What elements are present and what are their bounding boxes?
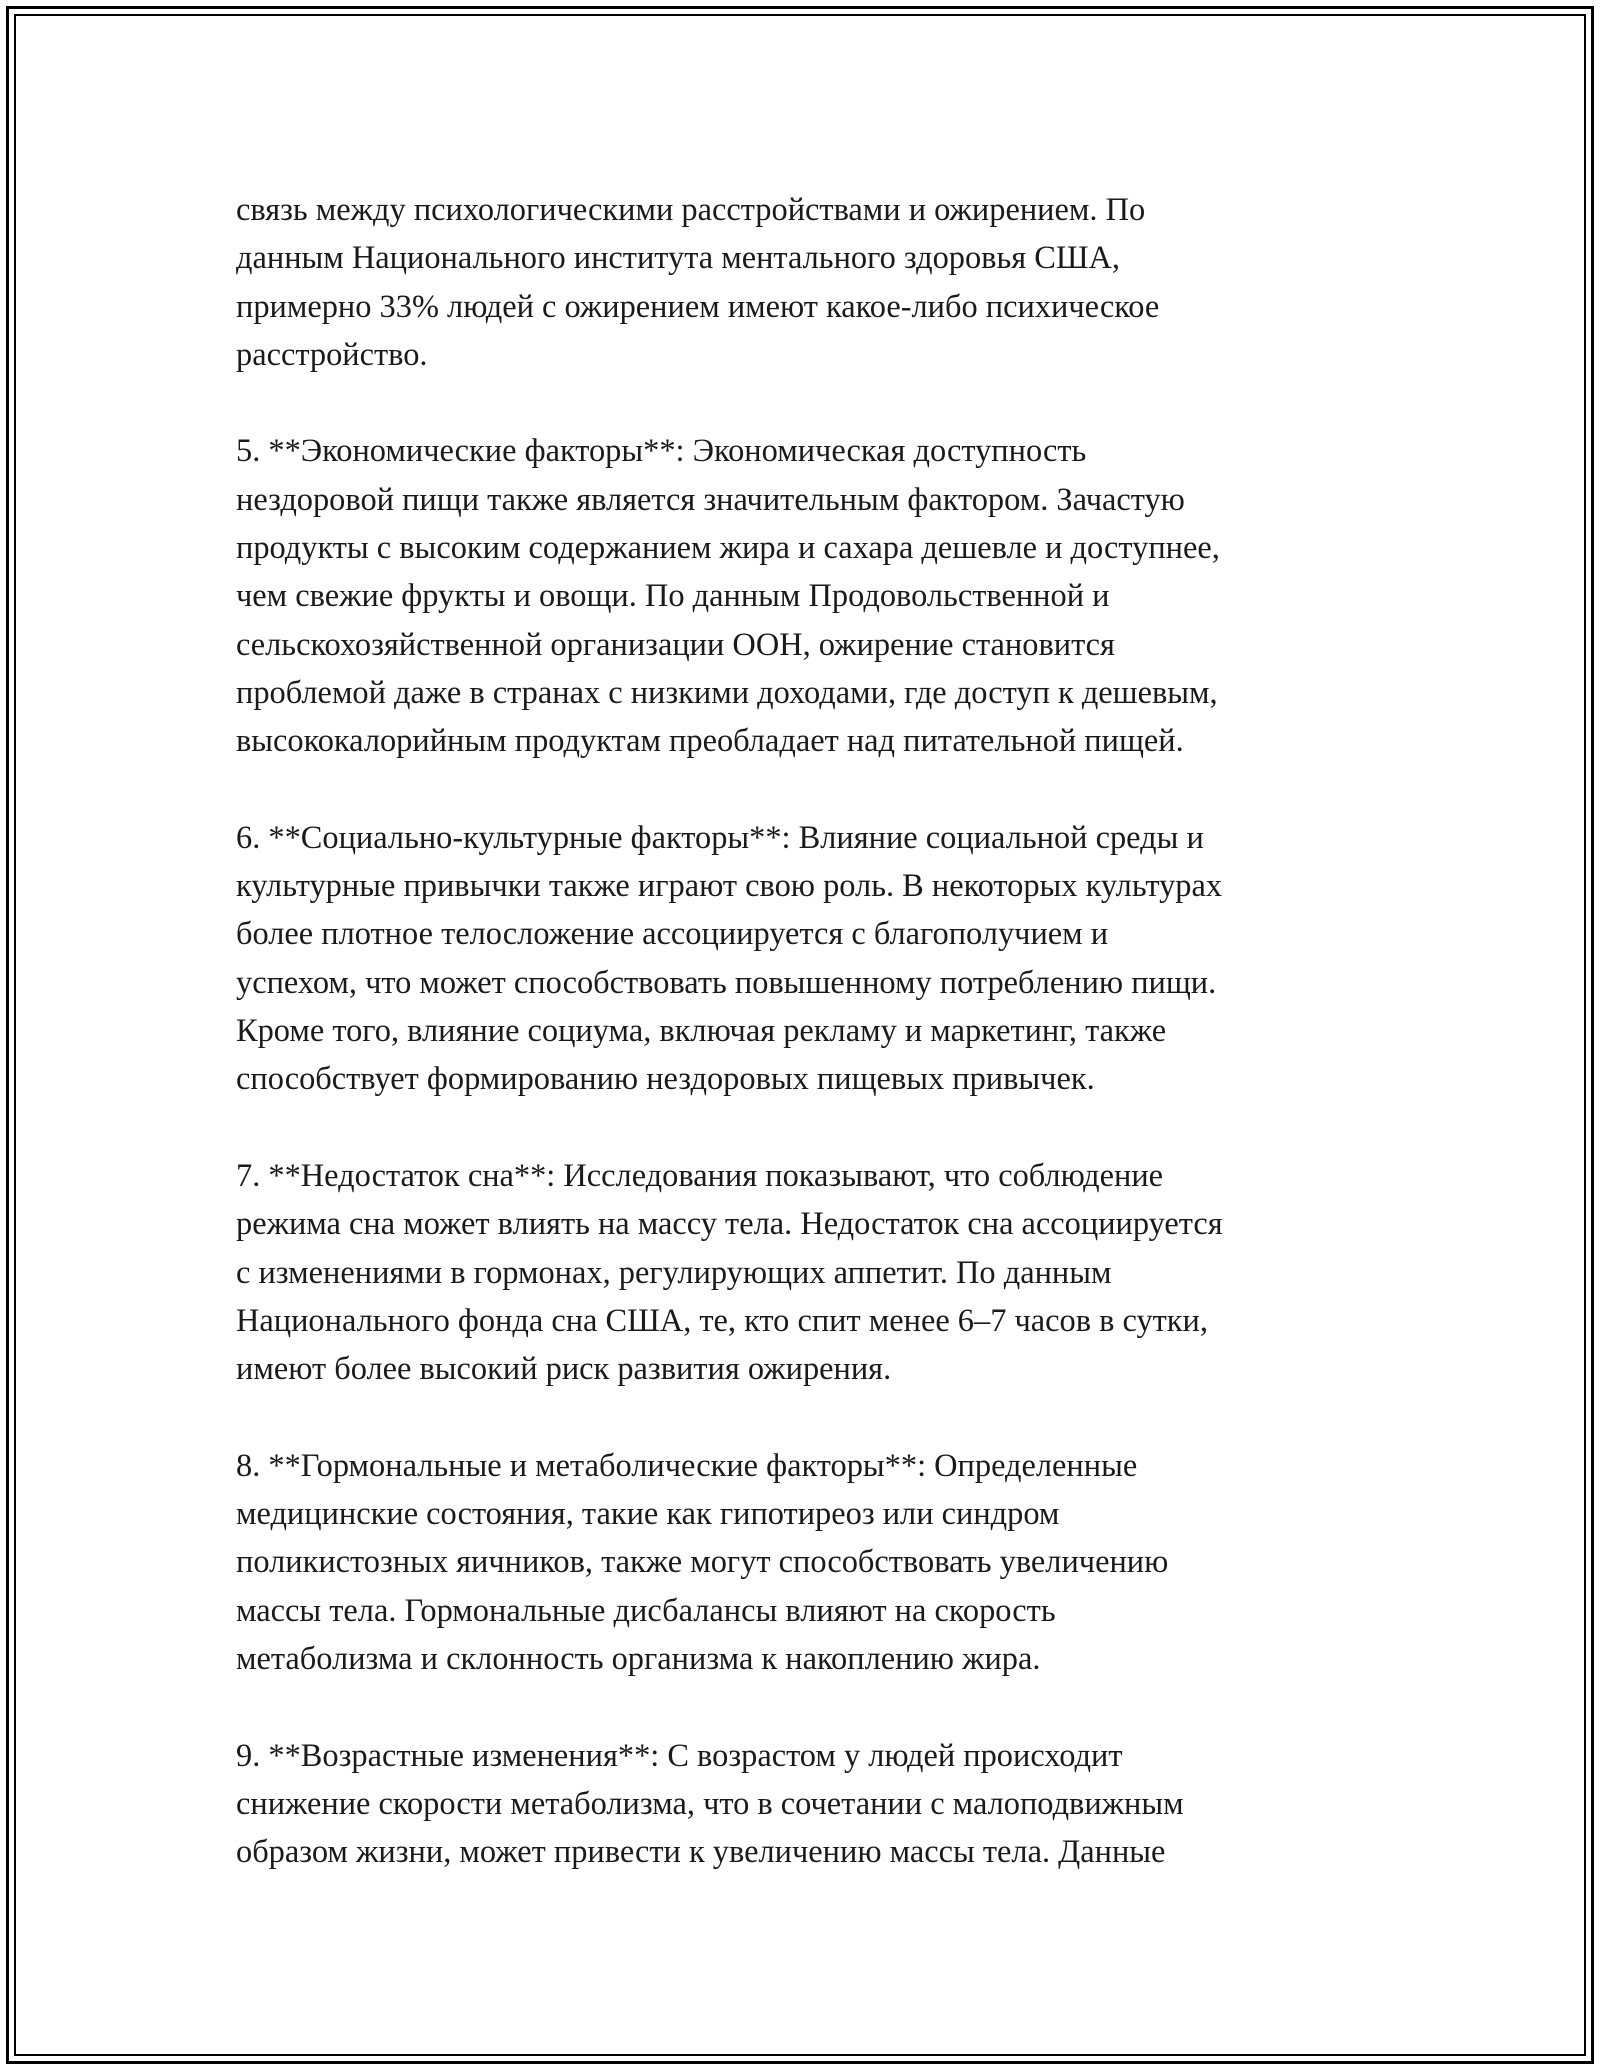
paragraph-sociocultural-factors (236, 814, 1386, 1104)
paragraph-economic-factors (236, 427, 1386, 765)
text-line: медицинские состояния, такие как гипотиреоз или синдром (236, 1496, 1060, 1533)
text-line: связь между психологическими расстройствами и ожирением. По (236, 192, 1146, 228)
text-line: примерно 33% людей с ожирением имеют какое-либо психическое (236, 288, 1160, 325)
text-line: высококалорийным продуктам преобладает над питательной пищей. (236, 723, 1184, 760)
text-line: нездоровой пищи также является значительным фактором. Зачастую (236, 481, 1185, 518)
paragraph-hormonal-factors (236, 1442, 1386, 1683)
text-line: Национального фонда сна США, те, кто спит менее 6–7 часов в сутки, (236, 1302, 1208, 1339)
text-line: образом жизни, может привести к увеличению массы тела. Данные (236, 1834, 1166, 1871)
text-line: метаболизма и склонность организма к накоплению жира. (236, 1640, 1041, 1677)
text-line: режима сна может влиять на массу тела. Недостаток сна ассоциируется (236, 1206, 1223, 1243)
text-line: 5. **Экономические факторы**: Экономическая доступность (236, 433, 1087, 470)
text-line: способствует формированию нездоровых пищевых привычек. (236, 1061, 1095, 1098)
text-line: расстройство. (236, 336, 428, 373)
text-line: Кроме того, влияние социума, включая рекламу и маркетинг, также (236, 1013, 1167, 1050)
text-line: проблемой даже в странах с низкими доходами, где доступ к дешевым, (236, 674, 1218, 711)
text-line: 8. **Гормональные и метаболические факторы**: Определенные (236, 1447, 1138, 1484)
text-line: успехом, что может способствовать повышенному потреблению пищи. (236, 964, 1217, 1001)
text-line: поликистозных яичников, также могут способствовать увеличению (236, 1544, 1169, 1581)
text-line: массы тела. Гормональные дисбалансы влияют на скорость (236, 1592, 1056, 1629)
text-line: чем свежие фрукты и овощи. По данным Продовольственной и (236, 578, 1110, 615)
text-line: данным Национального института ментального здоровья США, (236, 240, 1120, 277)
text-line: снижение скорости метаболизма, что в сочетании с малоподвижным (236, 1785, 1184, 1822)
text-line: 9. **Возрастные изменения**: С возрастом у людей происходит (236, 1737, 1123, 1774)
text-line: продукты с высоким содержанием жира и сахара дешевле и доступнее, (236, 530, 1220, 567)
document-body (236, 186, 1386, 1876)
text-line: более плотное телосложение ассоциируется с благополучием и (236, 916, 1109, 953)
paragraph-sleep-deficit (236, 1152, 1386, 1393)
paragraph-mental-health (236, 186, 1386, 379)
text-line: с изменениями в гормонах, регулирующих аппетит. По данным (236, 1254, 1112, 1291)
text-line: 7. **Недостаток сна**: Исследования показывают, что соблюдение (236, 1157, 1164, 1194)
text-line: имеют более высокий риск развития ожирения. (236, 1351, 892, 1388)
text-line: 6. **Социально-культурные факторы**: Влияние социальной среды и (236, 819, 1204, 856)
text-line: сельскохозяйственной организации ООН, ожирение становится (236, 626, 1115, 663)
text-line: культурные привычки также играют свою роль. В некоторых культурах (236, 868, 1223, 905)
paragraph-age-changes (236, 1732, 1386, 1877)
